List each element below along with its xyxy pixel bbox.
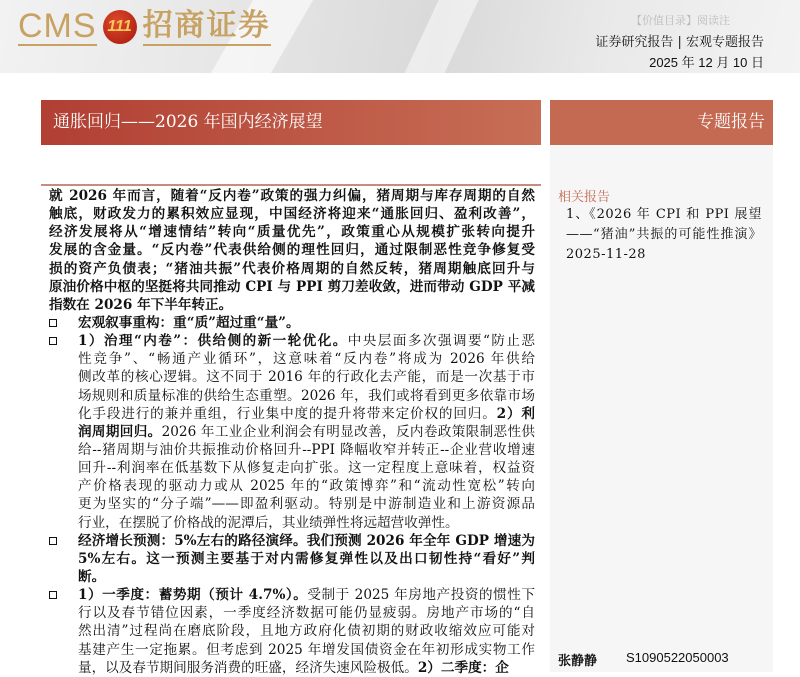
- text: 受制于 2025 年房地产投资的惯性下: [307, 587, 535, 604]
- bold-text: 就 2026 年而言，随着“反内卷”政策的强力纠偏，猪周期与库存周期的自然: [49, 188, 535, 204]
- bold-text: 2）二季度：企: [417, 659, 509, 676]
- text-line: [49, 387, 535, 405]
- cms-logo: [18, 8, 271, 46]
- text-line: [49, 187, 535, 205]
- text-line: [49, 332, 535, 350]
- bold-text: 5%左右。这一预测主要基于对内需修复弹性以及出口韧性持“看好”判: [78, 550, 535, 567]
- text-line: [49, 550, 535, 568]
- report-type: 证券研究报告 | 宏观专题报告: [595, 35, 764, 50]
- text-line: [49, 368, 535, 386]
- divider: [41, 184, 541, 186]
- text: 产价格表现的驱动力或从 2025 年的“政策博弈”和“流动性宽松”转向: [78, 478, 535, 495]
- bullet-icon: [49, 319, 57, 327]
- bold-text: 润周期回归。: [78, 423, 162, 440]
- text: 化手段进行的兼并重组，行业集中度的提升将带来定价权的回归。: [78, 405, 497, 422]
- report-title: 通胀回归——2026 年国内经济展望: [41, 100, 541, 145]
- bold-text: 宏观叙事重构：重“质”超过重“量”。: [78, 314, 300, 331]
- text-line: [49, 205, 535, 223]
- text: 2026 年工业企业利润会有明显改善，反内卷政策限制恶性供: [161, 423, 536, 440]
- bold-text: 原油价格中枢的坚挺将共同推动 CPI 与 PPI 剪刀差收敛，进而带动 GDP 平减: [49, 278, 535, 295]
- bold-text: 2）利: [496, 405, 535, 422]
- text-line: [49, 405, 535, 423]
- text: 回升--利润率在低基数下从修复走向扩张。这一定程度上意味着，权益资: [78, 460, 535, 477]
- text-line: [49, 241, 535, 259]
- logo-text: CMS: [18, 7, 97, 45]
- report-body: [49, 187, 535, 677]
- text-line: [49, 659, 535, 677]
- text: 量，以及春节期间服务消费的旺盛，经济失速风险极低。: [78, 659, 418, 676]
- logo-mark-icon: 111: [103, 10, 137, 44]
- bold-text: 损的资产负债表；“猪油共振”代表价格周期的自然反转，猪周期触底回升与: [49, 260, 535, 277]
- text-line: [49, 568, 535, 586]
- bullet-icon: [49, 337, 57, 345]
- text-line: [49, 459, 535, 477]
- text-line: [49, 296, 535, 314]
- text-line: [49, 314, 535, 332]
- bold-text: 经济增长预测：5%左右的路径演绎。我们预测 2026 年全年 GDP 增速为: [78, 532, 535, 549]
- bold-text: 断。: [78, 568, 106, 585]
- text-line: [49, 477, 535, 495]
- bullet-icon: [49, 537, 57, 545]
- text-line: [49, 350, 535, 368]
- bold-text: 经济发展将从“增速情结”转向“质量优先”，政策重心从规模扩张转向提升: [49, 224, 535, 241]
- bold-text: 1）治理“内卷”：供给侧的新一轮优化。: [78, 333, 348, 350]
- text-line: [49, 278, 535, 296]
- text-line: [49, 423, 535, 441]
- bold-text: 触底，财政发力的累积效应显现，中国经济将迎来“通胀回归、盈利改善”，: [49, 206, 535, 223]
- header-banner: [0, 0, 800, 73]
- text-line: [49, 586, 535, 604]
- bold-text: 1）一季度：蓄势期（预计 4.7%）。: [78, 587, 308, 604]
- text: 然出清”过程尚在磨底阶段，且地方政府化债初期的财政收缩效应可能对: [78, 623, 535, 640]
- text: 行业，在摆脱了价格战的泥潭后，其业绩弹性将远超营收弹性。: [78, 514, 459, 531]
- text: 中央层面多次强调要“防止恶: [347, 333, 535, 350]
- logo-cn: 招商证券: [143, 8, 271, 46]
- text-line: [49, 514, 535, 532]
- text-line: [49, 532, 535, 550]
- author-cert: S1090522050003: [626, 650, 729, 665]
- text-line: [49, 622, 535, 640]
- text: 更为坚实的“分子端”——即盈利驱动。特别是中游制造业和上游资源品: [78, 496, 535, 513]
- report-date: 2025 年 12 月 10 日: [649, 55, 764, 70]
- author-name: 张静静: [558, 654, 598, 669]
- text-line: [49, 604, 535, 622]
- bullet-icon: [49, 591, 57, 599]
- bold-text: 指数在 2026 年下半年转正。: [49, 296, 233, 313]
- text-line: [49, 641, 535, 659]
- bold-text: 发展的含金量。“反内卷”代表供给侧的理性回归，通过限制恶性竞争修复受: [49, 242, 535, 259]
- text-line: [49, 441, 535, 459]
- report-category: 专题报告: [550, 100, 773, 145]
- text: 基建产生一定拖累。但考虑到 2025 年增发国债资金在年初形成实物工作: [78, 641, 535, 658]
- related-report-link[interactable]: 1、《2026 年 CPI 和 PPI 展望——“猪油”共振的可能性推演》2025-11-28: [566, 207, 762, 262]
- watermark: 【价值目录】阅读注: [631, 14, 730, 27]
- text: 场规则和质量标准的供给生态重塑。2026 年，我们或将看到更多依靠市场: [78, 387, 535, 404]
- text: 给--猪周期与油价共振推动价格回升--PPI 降幅收窄并转正--企业营收增速: [78, 441, 535, 458]
- text: 侧改革的核心逻辑。这不同于 2016 年的行政化去产能，而是一次基于市: [78, 369, 535, 386]
- text: 性竞争”、“畅通产业循环”，这意味着“反内卷”将成为 2026 年供给: [78, 351, 535, 368]
- related-reports-heading: 相关报告: [558, 190, 611, 205]
- text: 行以及春节错位因素，一季度经济数据可能仍显疲弱。房地产市场的“自: [78, 605, 535, 622]
- text-line: [49, 223, 535, 241]
- text-line: [49, 495, 535, 513]
- text-line: [49, 260, 535, 278]
